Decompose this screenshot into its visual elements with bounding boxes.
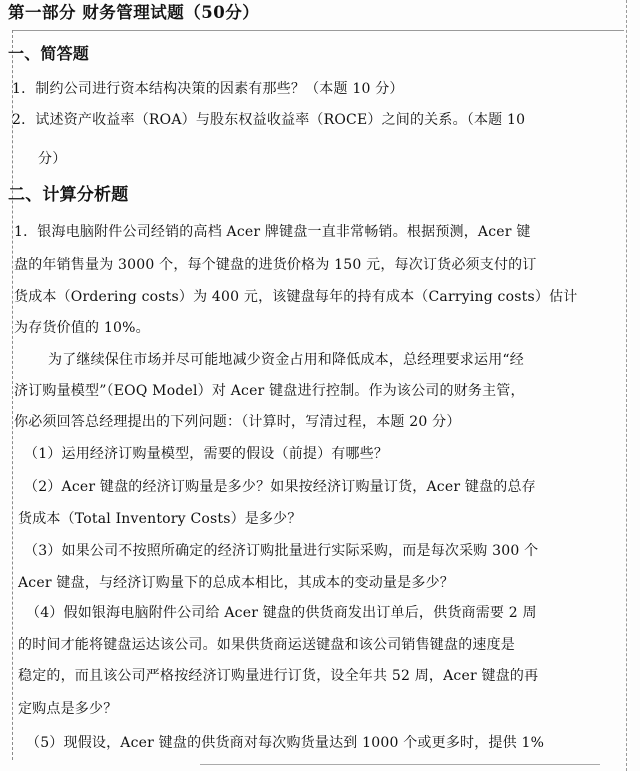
- sub-question-4-line-1: （4）假如银海电脑附件公司给 Acer 键盘的供货商发出订单后，供货商需要 2 周: [26, 605, 537, 621]
- sub-question-2-line-2: 货成本（Total Inventory Costs）是多少？: [18, 511, 302, 527]
- problem-para-2-line-1: 为了继续保住市场并尽可能地减少资金占用和降低成本，总经理要求运用“经: [48, 352, 524, 368]
- problem-para-2-line-3: 你必须回答总经理提出的下列问题：（计算时，写清过程，本题 20 分）: [14, 414, 461, 430]
- question-2-line-1: 2．试述资产收益率（ROA）与股东权益收益率（ROCE）之间的关系。（本题 10: [12, 112, 526, 128]
- problem-para-2-line-2: 济订购量模型”（EOQ Model）对 Acer 键盘进行控制。作为该公司的财务主管，: [14, 383, 525, 399]
- sub-question-4-line-2: 的时间才能将键盘运达该公司。如果供货商运送键盘和该公司销售键盘的速度是: [18, 637, 515, 653]
- question-2-line-2: 分）: [38, 151, 67, 167]
- question-1: 1．制约公司进行资本结构决策的因素有那些？（本题 10 分）: [12, 81, 404, 97]
- sub-question-4-line-4: 定购点是多少？: [18, 701, 118, 717]
- sub-question-2-line-1: （2）Acer 键盘的经济订购量是多少？如果按经济订购量订货，Acer 键盘的总存: [24, 479, 536, 495]
- sub-question-5-line-1: （5）现假设，Acer 键盘的供货商对每次购货量达到 1000 个或更多时，提供 1%: [26, 735, 545, 751]
- sub-question-4-line-3: 稳定的，而且该公司严格按经济订购量进行订货，设全年共 52 周，Acer 键盘的再: [18, 668, 539, 684]
- right-margin-line: [626, 0, 628, 771]
- section-heading-short-answer: 一、简答题: [8, 44, 90, 63]
- problem-para-1-line-2: 盘的年销售量为 3000 个，每个键盘的进货价格为 150 元，每次订货必须支付的订: [14, 257, 537, 273]
- problem-para-1-line-3: 货成本（Ordering costs）为 400 元，该键盘每年的持有成本（Carrying costs）估计: [14, 289, 578, 305]
- problem-para-1-line-4: 为存货价值的 10%。: [14, 320, 150, 336]
- part-title: 第一部分 财务管理试题（50分）: [8, 3, 260, 22]
- section-heading-calculation: 二、计算分析题: [8, 185, 129, 205]
- sub-question-1: （1）运用经济订购量模型，需要的假设（前提）有哪些？: [24, 446, 389, 462]
- sub-question-3-line-1: （3）如果公司不按照所确定的经济订购批量进行实际采购，而是每次采购 300 个: [24, 543, 539, 559]
- sub-question-3-line-2: Acer 键盘，与经济订购量下的总成本相比，其成本的变动量是多少？: [18, 575, 454, 591]
- bottom-divider: [200, 764, 600, 765]
- problem-para-1-line-1: 1．银海电脑附件公司经销的高档 Acer 牌键盘一直非常畅销。根据预测，Acer 键: [14, 224, 531, 240]
- top-divider: [12, 30, 624, 31]
